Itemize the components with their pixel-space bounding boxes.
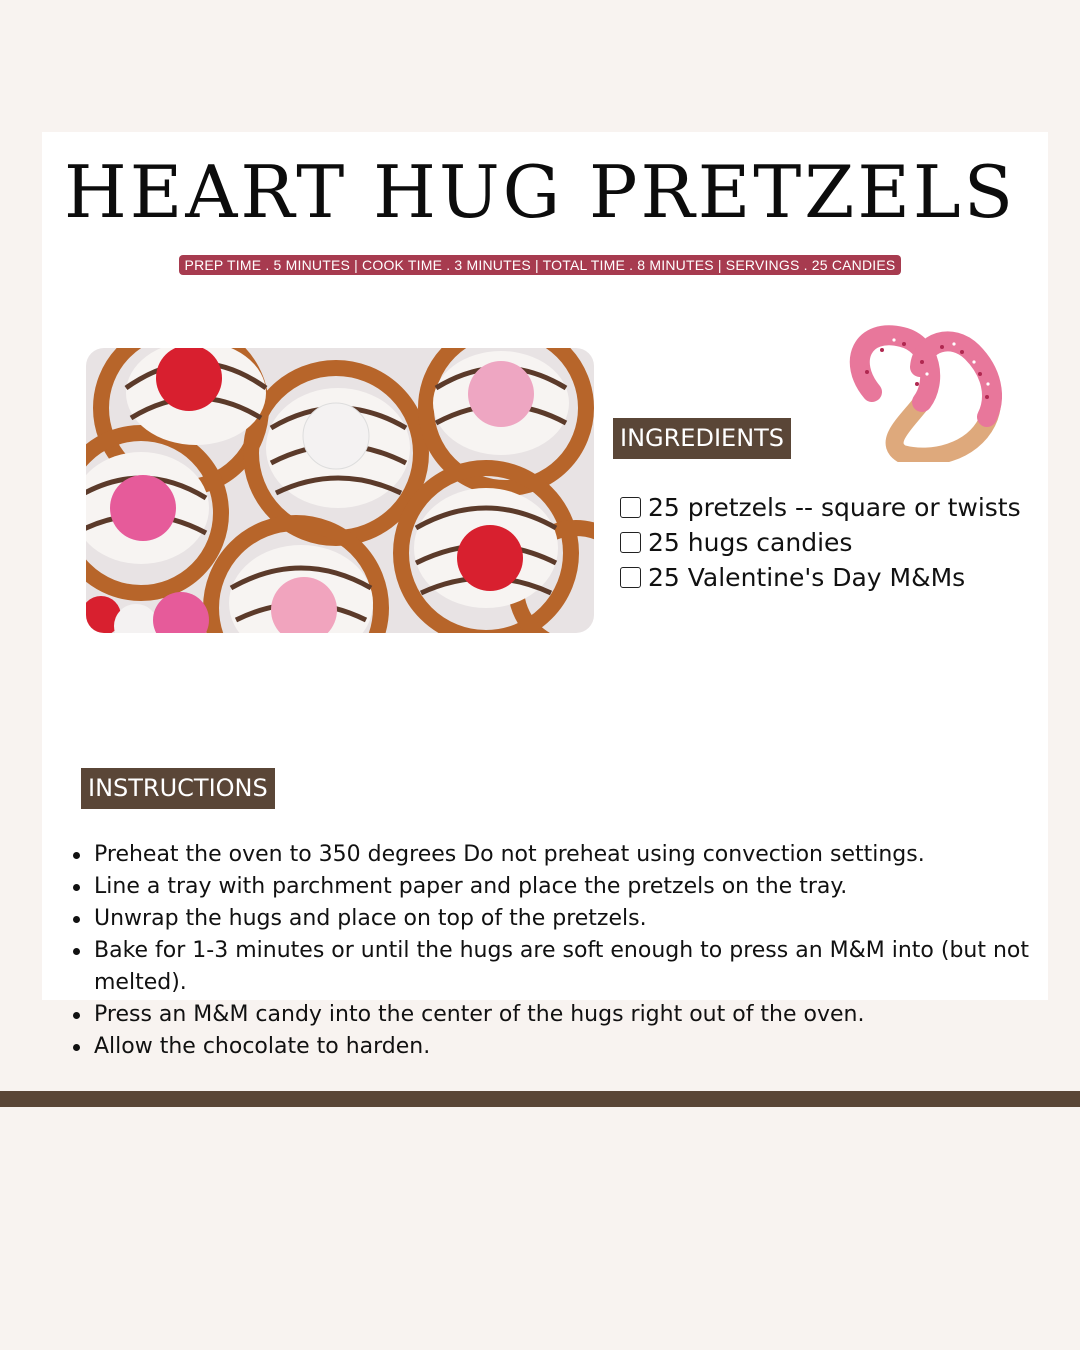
ingredient-item: [620, 560, 1021, 595]
footer-divider: [0, 1091, 1080, 1107]
instruction-step: Line a tray with parchment paper and place the pretzels on the tray.: [70, 871, 1045, 903]
instruction-step: Preheat the oven to 350 degrees Do not preheat using convection settings.: [70, 839, 1045, 871]
pretzel-illustration: [842, 322, 1002, 462]
ingredient-label: 25 pretzels -- square or twists: [648, 493, 1021, 522]
instructions-heading: INSTRUCTIONS: [81, 768, 275, 809]
page-title: HEART HUG PRETZELS: [63, 150, 1017, 234]
ingredients-list: [620, 490, 1021, 595]
frosted-pretzel-icon: [842, 322, 1002, 462]
ingredients-heading: INGREDIENTS: [613, 418, 791, 459]
ingredient-item: [620, 490, 1021, 525]
ingredient-label: 25 Valentine's Day M&Ms: [648, 563, 966, 592]
ingredient-label: 25 hugs candies: [648, 528, 853, 557]
ingredient-checkbox[interactable]: [620, 567, 641, 588]
pretzel-photo-illustration: [86, 348, 594, 633]
ingredient-checkbox[interactable]: [620, 532, 641, 553]
instruction-step: Unwrap the hugs and place on top of the pretzels.: [70, 903, 1045, 935]
ingredient-checkbox[interactable]: [620, 497, 641, 518]
recipe-meta-row: [0, 255, 1080, 275]
instruction-step: Bake for 1-3 minutes or until the hugs are soft enough to press an M&M into (but not melted).: [70, 935, 1045, 999]
recipe-meta-badge: PREP TIME . 5 MINUTES | COOK TIME . 3 MINUTES | TOTAL TIME . 8 MINUTES | SERVINGS . 25 CANDIES: [179, 255, 902, 275]
instruction-step: Allow the chocolate to harden.: [70, 1031, 1045, 1063]
instruction-step: Press an M&M candy into the center of the hugs right out of the oven.: [70, 999, 1045, 1031]
instructions-list: [70, 839, 1045, 1063]
recipe-photo: [86, 348, 594, 633]
ingredient-item: [620, 525, 1021, 560]
